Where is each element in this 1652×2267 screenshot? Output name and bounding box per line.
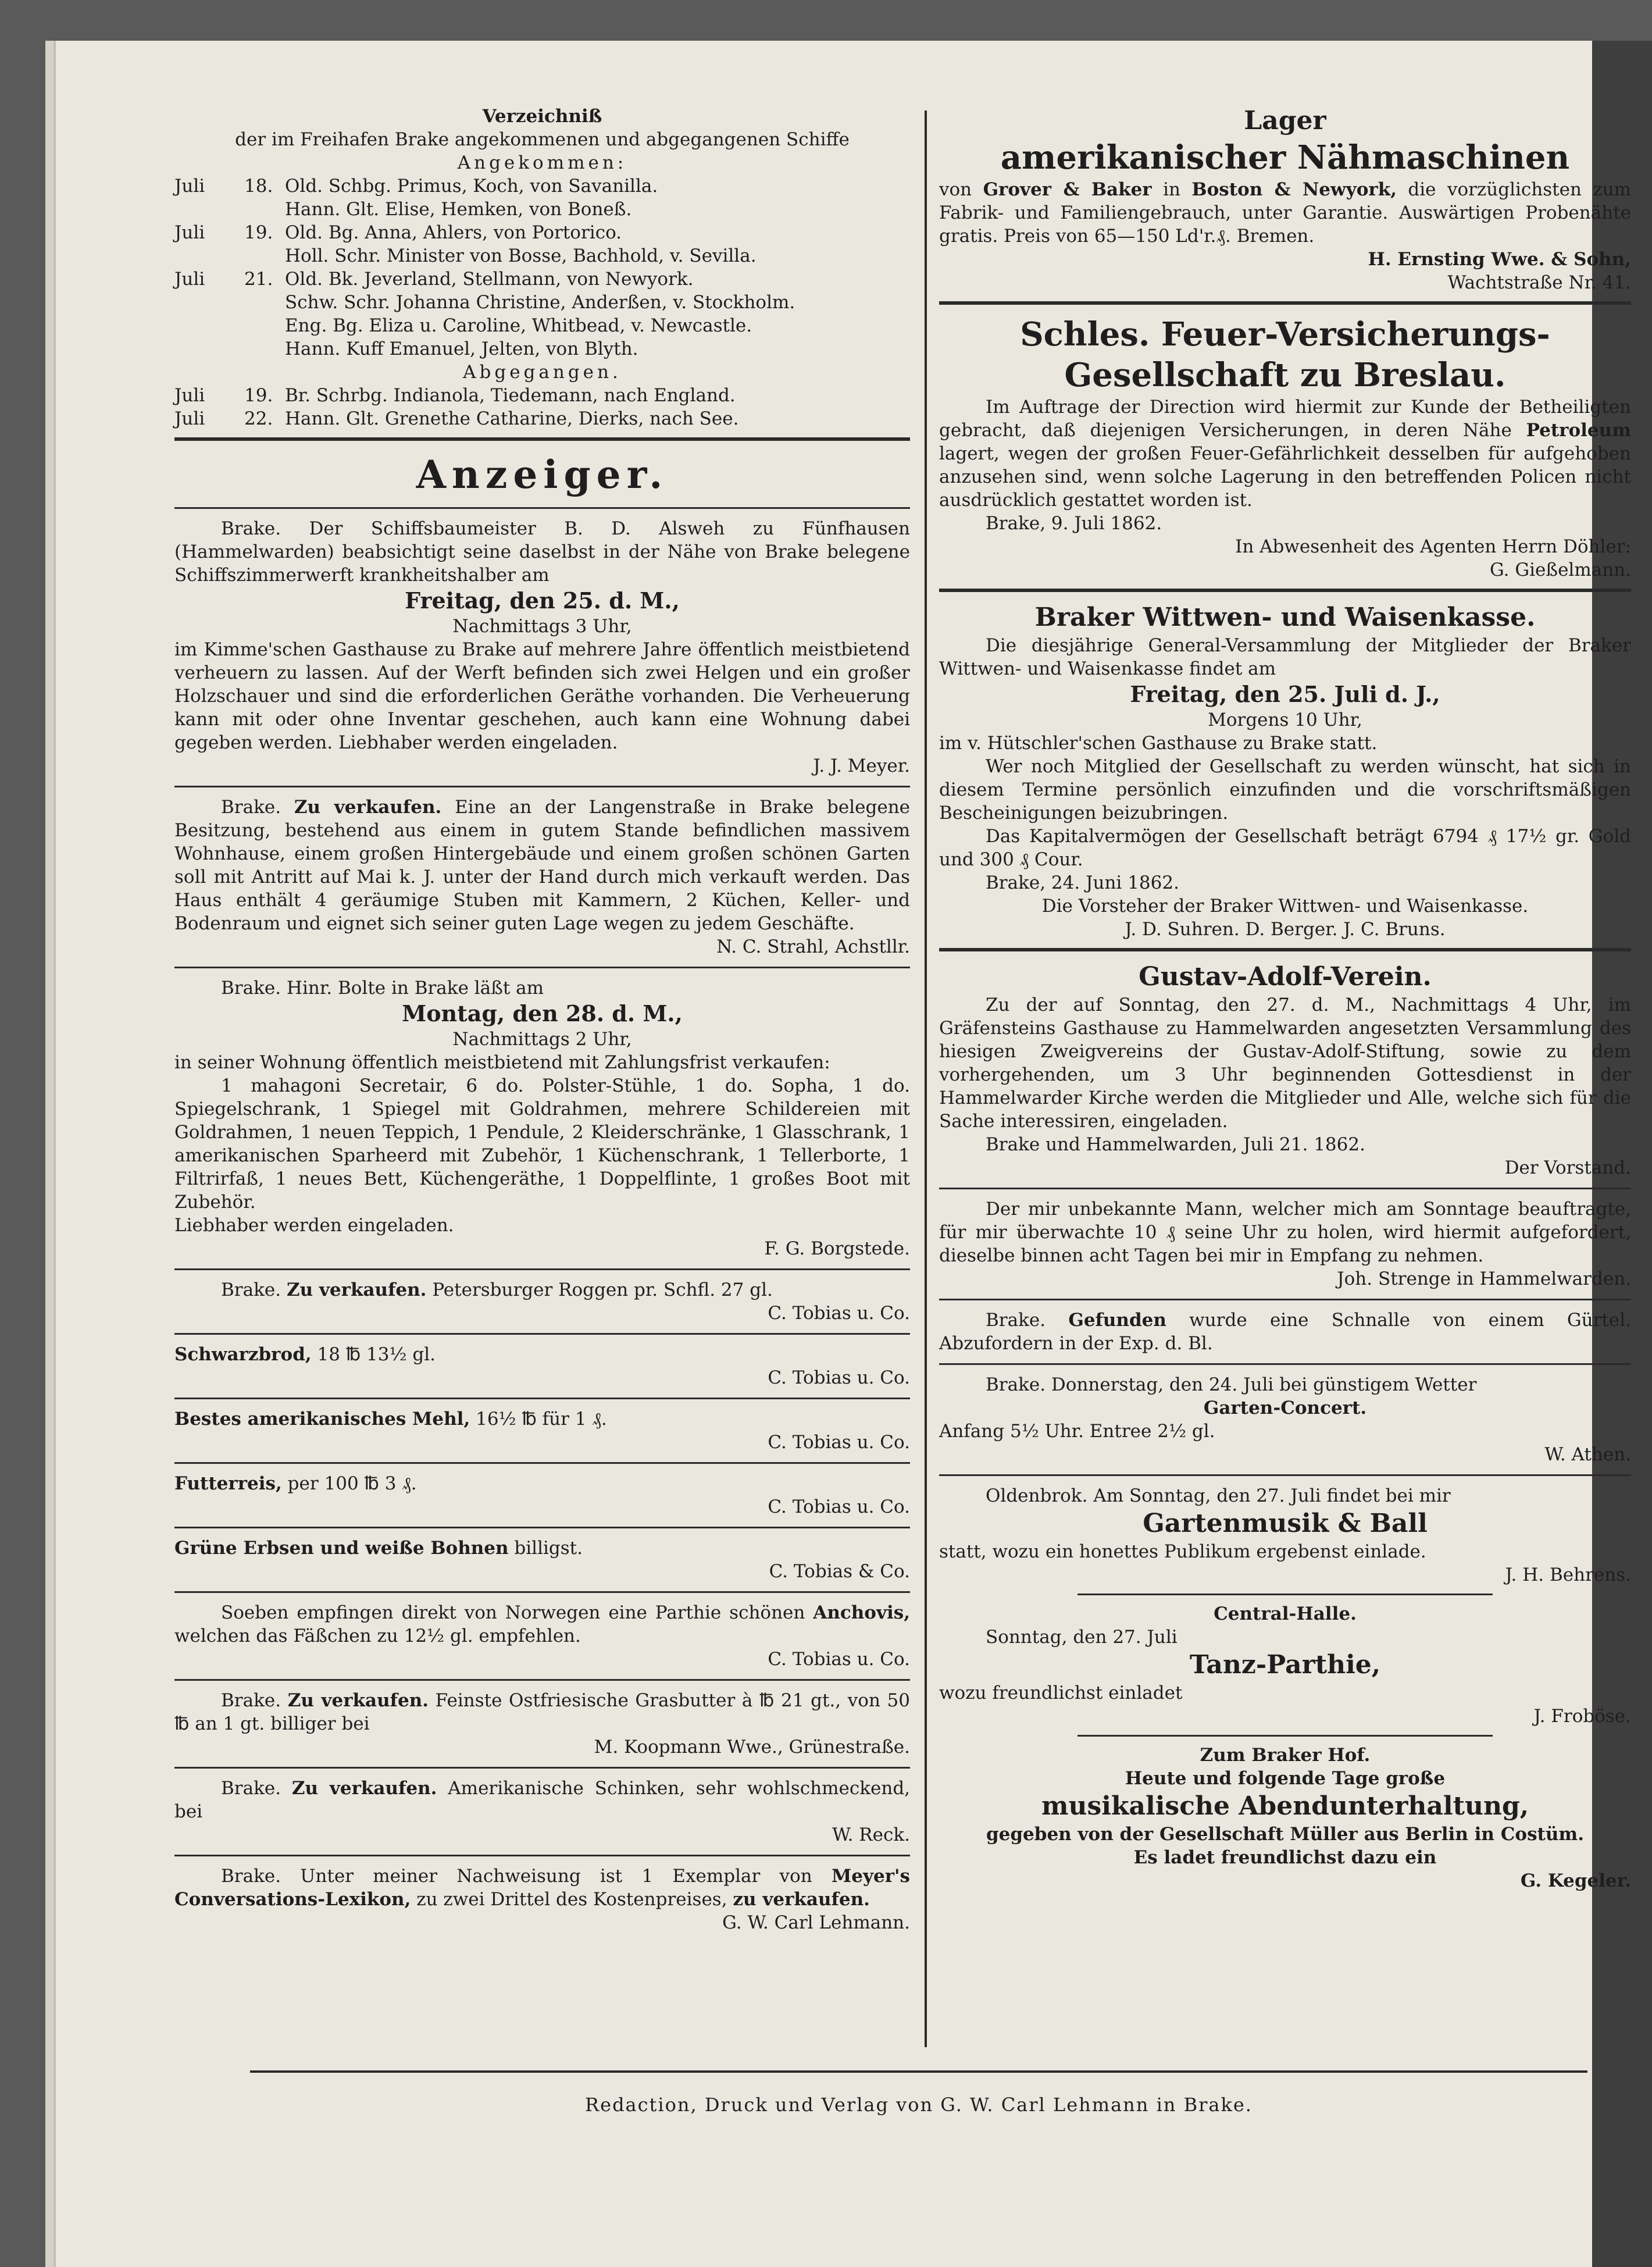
divider	[939, 1188, 1631, 1189]
divider	[174, 1462, 910, 1464]
divider	[174, 1855, 910, 1856]
list-item: Eng. Bg. Eliza u. Caroline, Whitbead, v. Newcastle.	[285, 315, 752, 336]
ad-gartenmusik: Oldenbrok. Am Sonntag, den 27. Juli findet bei mir Gartenmusik & Ball statt, wozu ein honettes Publikum ergebenst einlade. J. H. Behrens.	[939, 1485, 1631, 1585]
ad-besitzung: Brake. Zu verkaufen. Eine an der Langenstraße in Brake belegene Besitzung, bestehend aus einem in gutem Stande befindlichen massivem Wohnhause, einem großen Hintergebäude und einem großen schönen Garten soll mit Antritt auf Mai k. J. unter der Hand durch mich verkauft werden. Das Haus enthält 4 geräumige Stuben mit Kammern, 2 Küchen, Keller- und Bodenraum und eignet sich seiner guten Lage wegen zu jedem Geschäfte. N. C. Strahl, Achstllr.	[174, 797, 911, 957]
divider	[174, 507, 910, 509]
divider	[174, 1591, 910, 1593]
divider	[939, 301, 1631, 305]
divider	[939, 948, 1631, 951]
list-item: Juli 19. Old. Bg. Anna, Ahlers, von Portorico.	[174, 222, 622, 243]
ad-schinken: Brake. Zu verkaufen. Amerikanische Schinken, sehr wohlschmeckend, bei W. Reck.	[174, 1778, 911, 1845]
ad-bolte: Brake. Hinr. Bolte in Brake läßt am Montag, den 28. d. M., Nachmittags 2 Uhr, in seiner Wohnung öffentlich meistbietend mit Zahlungsfrist verkaufen: 1 mahagoni Secretair, 6 do. Polster-Stühle, 1 do. Sopha, 1 do. Spiegelschrank, 1 Spiegel mit Goldrahmen, mehrere Schildereien mit Goldrahmen, 1 neuen Teppich, 1 Pendule, 2 Kleiderschränke, 1 Glasschrank, 1 amerikanischen Sparheerd mit Zubehör, 1 Küchenschrank, 1 Tellerborte, 1 Filtrirfaß, 1 neues Bett, Küchengeräthe, 1 Doppelflinte, 1 großes Boot mit Zubehör. Liebhaber werden eingeladen. F. G. Borgstede.	[174, 978, 910, 1259]
arrived-label: Angekommen:	[457, 152, 627, 173]
ad-gefunden: Brake. Gefunden wurde eine Schnalle von einem Gürtel. Abzufordern in der Exp. d. Bl.	[939, 1310, 1631, 1354]
list-item: Holl. Schr. Minister von Bosse, Bachhold, v. Sevilla.	[285, 245, 757, 266]
ad-naehmaschinen: Lager amerikanischer Nähmaschinen von Grover & Baker in Boston & Newyork, die vorzüglichsten zum Fabrik- und Familiengebrauch, unter Garantie. Auswärtigen Probenähte gratis. Preis von 65—150 Ld'r.₰. Bremen. H. Ernsting Wwe. & Sohn, Wachtstraße Nr. 41.	[939, 106, 1632, 293]
footer-rule	[250, 2070, 1587, 2073]
divider	[174, 1398, 910, 1399]
ad-gustav-adolf: Gustav-Adolf-Verein. Zu der auf Sonntag, den 27. d. M., Nachmittags 4 Uhr, im Gräfensteins Gasthause zu Hammelwarden angesetzten Versammlung des hiesigen Zweigvereins der Gustav-Adolf-Stiftung, sowie zu dem vorhergehenden, um 3 Uhr beginnenden Gottesdienst in der Hammelwarder Kirche werden die Mitglieder und Alle, welche sich für die Sache interessiren, eingeladen. Brake und Hammelwarden, Juli 21. 1862. Der Vorstand.	[939, 962, 1631, 1178]
divider	[174, 1767, 910, 1769]
list-item: Hann. Glt. Elise, Hemken, von Boneß.	[285, 199, 632, 220]
register-subtitle: der im Freihafen Brake angekommenen und abgegangenen Schiffe	[235, 129, 850, 150]
divider	[939, 1299, 1631, 1300]
arrived-list	[174, 174, 910, 361]
list-item: Juli 19. Br. Schrbg. Indianola, Tiedemann, nach England.	[174, 385, 736, 406]
divider	[1077, 1735, 1493, 1737]
ad-uhr: Der mir unbekannte Mann, welcher mich am Sonntage beauftragte, für mir überwachte 10 ₰ seine Uhr zu holen, wird hiermit aufgefordert, dieselbe binnen acht Tagen bei mir in Empfang zu nehmen. Joh. Strenge in Hammelwarden.	[939, 1199, 1631, 1289]
ship-register	[174, 105, 910, 430]
divider	[174, 1527, 910, 1528]
ad-feuerversicherung: Schles. Feuer-Versicherungs- Gesellschaft zu Breslau. Im Auftrage der Direction wird hiermit zur Kunde der Betheiligten gebracht, daß diejenigen Versicherungen, in deren Nähe Petroleum lagert, wegen der großen Feuer-Gefährlichkeit desselben für aufgehoben anzusehen sind, wenn solche Lagerung in den betreffenden Policen nicht ausdrücklich gestattet worden ist. Brake, 9. Juli 1862. In Abwesenheit des Agenten Herrn Döhler: G. Gießelmann.	[939, 315, 1631, 580]
divider	[174, 967, 910, 968]
divider	[174, 1268, 910, 1270]
ad-braker-hof: Zum Braker Hof. Heute und folgende Tage große musikalische Abendunterhaltung, gegeben von der Gesellschaft Müller aus Berlin in Costüm. Es ladet freundlichst dazu ein G. Kegeler.	[986, 1745, 1631, 1891]
divider	[939, 1363, 1631, 1365]
imprint: Redaction, Druck und Verlag von G. W. Carl Lehmann in Brake.	[585, 2094, 1253, 2116]
divider	[939, 1474, 1631, 1476]
ad-roggen: Brake. Zu verkaufen. Petersburger Roggen pr. Schfl. 27 gl. C. Tobias u. Co.	[221, 1279, 910, 1324]
ad-anchovis: Soeben empfingen direkt von Norwegen eine Parthie schönen Anchovis, welchen das Fäßchen zu 12½ gl. empfehlen. C. Tobias u. Co.	[174, 1602, 910, 1670]
left-column	[174, 105, 910, 1940]
ad-garten-concert: Brake. Donnerstag, den 24. Juli bei günstigem Wetter Garten-Concert. Anfang 5½ Uhr. Entree 2½ gl. W. Athen.	[939, 1374, 1631, 1465]
divider	[1077, 1594, 1493, 1595]
list-item: Juli 21. Old. Bk. Jeverland, Stellmann, von Newyork.	[174, 269, 694, 290]
right-column	[939, 105, 1631, 1898]
ad-lexikon: Brake. Unter meiner Nachweisung ist 1 Exemplar von Meyer's Conversations-Lexikon, zu zwei Drittel des Kostenpreises, zu verkaufen. G. W. Carl Lehmann.	[174, 1866, 911, 1933]
ad-futterreis: Futterreis, per 100 ℔ 3 ₰. C. Tobias u. Co.	[174, 1473, 910, 1517]
page-spine	[45, 41, 56, 2267]
ad-central-halle: Central-Halle. Sonntag, den 27. Juli Tanz-Parthie, wozu freundlichst einladet J. Froböse.	[939, 1603, 1631, 1727]
ad-grasbutter: Brake. Zu verkaufen. Feinste Ostfriesische Grasbutter à ℔ 21 gt., von 50 ℔ an 1 gt. billiger bei M. Koopmann Wwe., Grünestraße.	[174, 1690, 910, 1758]
divider	[174, 437, 910, 441]
section-title-anzeiger: Anzeiger.	[416, 452, 669, 497]
list-item: Juli 22. Hann. Glt. Grenethe Catharine, Dierks, nach See.	[174, 408, 739, 429]
column-divider	[925, 111, 927, 2047]
ad-mehl: Bestes amerikanisches Mehl, 16½ ℔ für 1 ₰. C. Tobias u. Co.	[174, 1409, 910, 1453]
divider	[174, 1679, 910, 1681]
ad-schwarzbrod: Schwarzbrod, 18 ℔ 13½ gl. C. Tobias u. Co.	[174, 1344, 910, 1388]
departed-list	[174, 384, 910, 430]
divider	[174, 786, 910, 787]
ad-waisenkasse: Braker Wittwen- und Waisenkasse. Die diesjährige General-Versammlung der Mitglieder der Braker Wittwen- und Waisenkasse findet am Freitag, den 25. Juli d. J., Morgens 10 Uhr, im v. Hütschler'schen Gasthause zu Brake statt. Wer noch Mitglied der Gesellschaft zu werden wünscht, hat sich in diesem Termine persönlich einzufinden und die vorschriftsmäßigen Bescheinigungen beizubringen. Das Kapitalvermögen der Gesellschaft beträgt 6794 ₰ 17½ gr. Gold und 300 ₰ Cour. Brake, 24. Juni 1862. Die Vorsteher der Braker Wittwen- und Waisenkasse. J. D. Suhren. D. Berger. J. C. Bruns.	[939, 603, 1631, 940]
divider	[939, 589, 1631, 592]
ad-werft: Brake. Der Schiffsbaumeister B. D. Alsweh zu Fünfhausen (Hammelwarden) beabsichtigt seine daselbst in der Nähe von Brake belegene Schiffszimmerwerft krankheitshalber am Freitag, den 25. d. M., Nachmittags 3 Uhr, im Kimme'schen Gasthause zu Brake auf mehrere Jahre öffentlich meistbietend verheuern zu lassen. Auf der Werft befinden sich zwei Helgen und ein großer Holzschauer und sind die erforderlichen Geräthe vorhanden. Die Verheuerung kann mit oder ohne Inventar geschehen, auch kann eine Wohnung dabei gegeben werden. Liebhaber werden eingeladen. J. J. Meyer.	[174, 518, 910, 776]
departed-label: Abgegangen.	[463, 362, 622, 383]
list-item: Hann. Kuff Emanuel, Jelten, von Blyth.	[285, 338, 638, 359]
ad-erbsen: Grüne Erbsen und weiße Bohnen billigst. C. Tobias & Co.	[174, 1538, 910, 1582]
list-item: Schw. Schr. Johanna Christine, Anderßen, v. Stockholm.	[285, 292, 795, 313]
divider	[174, 1333, 910, 1335]
list-item: Juli 18. Old. Schbg. Primus, Koch, von Savanilla.	[174, 176, 658, 197]
register-title: Verzeichniß	[482, 106, 602, 127]
